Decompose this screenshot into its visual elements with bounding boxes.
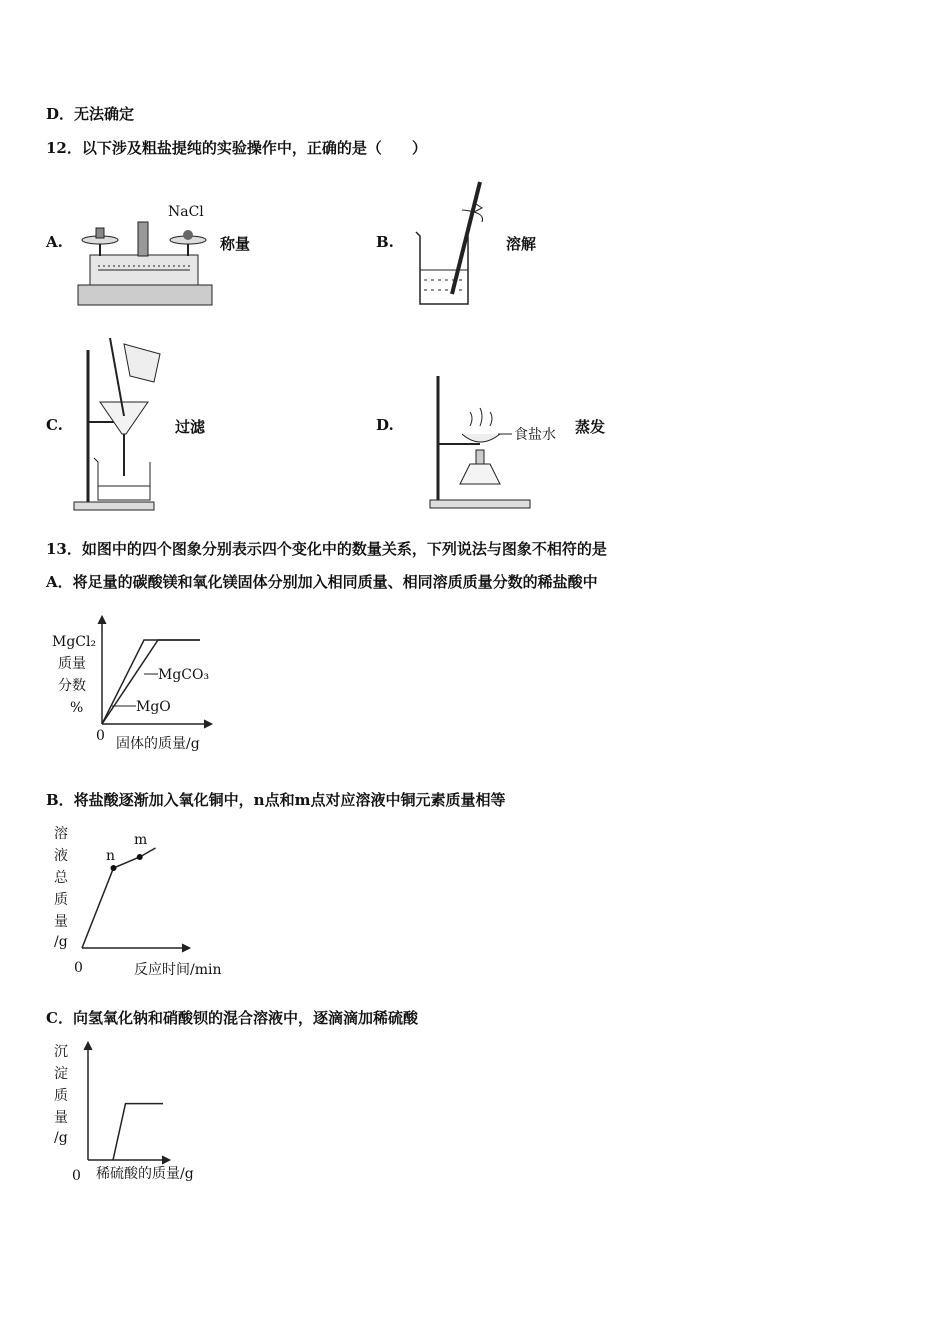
chart-a-y-arrow [98,616,106,624]
filtration-diagram [70,336,180,516]
chart-c-x-arrow [162,1156,170,1164]
chart-a-ylabel-1: 质量 [58,656,86,672]
chart-c-xlabel: 稀硫酸的质量/g [96,1166,194,1182]
chart-b-ylabel-0: 溶 [54,826,68,842]
chart-b-ylabel-3: 质 [54,892,68,908]
question-13-c: C．向氢氧化钠和硝酸钡的混合溶液中，逐滴滴加稀硫酸 [46,1009,418,1027]
chart-b-series-line-0 [82,848,156,948]
chart-b-point-m-label: m [134,832,148,848]
chart-b-point-0 [111,865,117,871]
evaporation-diagram [420,372,560,512]
chart-c-ylabel-0: 沉 [54,1044,68,1060]
q12-option-d-caption: 蒸发 [575,418,606,436]
q12-option-d-letter[interactable]: D. [376,416,394,434]
chart-c-origin: 0 [72,1168,81,1184]
chart-b-point-1 [137,854,143,860]
chart-b-origin: 0 [74,960,83,976]
chart-b-ylabel-5: /g [54,934,68,950]
chart-a-xlabel: 固体的质量/g [116,736,200,752]
question-13-a: A．将足量的碳酸镁和氧化镁固体分别加入相同质量、相同溶质质量分数的稀盐酸中 [46,573,598,591]
q12-option-a-letter[interactable]: A. [46,233,63,251]
question-12: 12．以下涉及粗盐提纯的实验操作中，正确的是（ ） [46,139,427,157]
question-13-b: B．将盐酸逐渐加入氧化铜中，n点和m点对应溶液中铜元素质量相等 [46,791,506,809]
prev-option-d: D．无法确定 [46,105,135,123]
chart-a-series-mgco3: MgCO₃ [158,667,210,683]
q12-option-b-letter[interactable]: B. [376,233,394,251]
chart-a [50,612,230,757]
chart-b-ylabel-4: 量 [54,914,68,930]
chart-b-ylabel-1: 液 [54,848,68,864]
chart-a-series-mgo: MgO [136,699,171,715]
chart-b-xlabel: 反应时间/min [134,962,222,978]
chart-a-origin: 0 [96,728,105,744]
chart-c-ylabel-1: 淀 [54,1066,68,1082]
chart-a-ylabel-0: MgCl₂ [52,634,97,650]
chart-a-x-arrow [204,720,212,728]
salt-water-label: 食盐水 [514,427,556,443]
chart-a-ylabel-3: % [70,700,84,716]
nacl-label: NaCl [168,204,204,220]
chart-c-series-line-0 [113,1104,163,1160]
dissolve-diagram [410,178,500,308]
chart-b-x-arrow [182,944,190,952]
question-13: 13．如图中的四个图象分别表示四个变化中的数量关系，下列说法与图象不相符的是 [46,540,607,558]
q12-option-a-caption: 称量 [220,235,251,253]
chart-b-point-n-label: n [106,848,116,864]
chart-b-ylabel-2: 总 [54,870,68,886]
balance-diagram [70,200,220,310]
chart-c-ylabel-4: /g [54,1130,68,1146]
chart-c-ylabel-3: 量 [54,1110,68,1126]
q12-option-c-letter[interactable]: C. [46,416,63,434]
chart-c-y-arrow [84,1042,92,1050]
chart-c-ylabel-2: 质 [54,1088,68,1104]
q12-option-c-caption: 过滤 [175,418,206,436]
chart-b [50,822,250,982]
q12-option-b-caption: 溶解 [506,235,537,253]
chart-c [50,1038,250,1188]
chart-a-ylabel-2: 分数 [58,678,86,694]
